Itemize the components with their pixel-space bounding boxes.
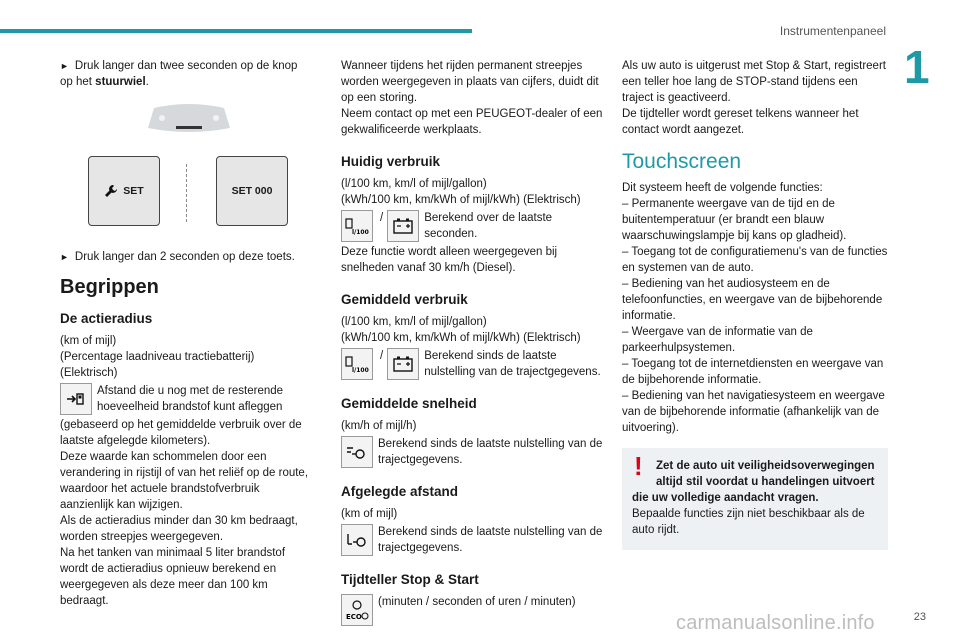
section-heading-begrippen: Begrippen (60, 276, 159, 298)
battery-icon (387, 210, 419, 242)
range-icon-row (60, 383, 312, 415)
range-description: Afstand die u nog met de resterende hoeveelheid brandstof kunt afleggen (97, 385, 284, 413)
svg-text:l/100: l/100 (352, 229, 369, 236)
avg-icon-row (341, 348, 607, 380)
stop-start-reset-text: De tijdteller wordt gereset telkens wanneer het contact wordt aangezet. (622, 108, 859, 136)
current-units-2: (kWh/100 km, km/kWh of mijl/kWh) (Elektrisch) (341, 194, 581, 206)
stop-start-text: Als uw auto is uitgerust met Stop & Start, registreert een teller hoe lang de STOP-stand tijdens een traject is geactiveerd. (622, 60, 886, 104)
step-1: ► Druk langer dan twee seconden op de knop op het stuurwiel. (60, 58, 312, 90)
warning-text: Bepaalde functies zijn niet beschikbaar als de auto rijdt. (632, 508, 865, 536)
current-note: Deze functie wordt alleen weergegeven bij snelheden vanaf 30 km/h (Diesel). (341, 246, 558, 274)
list-item: – Bediening van het audiosysteem en de telefoonfuncties, en weergave van de bijbehorende informatie. (622, 278, 883, 322)
current-description: Berekend over de laatste seconden. (424, 212, 553, 240)
current-units-1: (l/100 km, km/l of mijl/gallon) (341, 178, 487, 190)
wheel-set-button-left: SET (88, 156, 160, 226)
step-2: ► Druk langer dan 2 seconden op deze toets. (60, 249, 312, 265)
header-accent-bar (0, 29, 472, 33)
avg-description: Berekend sinds de laatste nulstelling van de trajectgegevens. (424, 350, 601, 378)
wrench-icon (104, 184, 118, 198)
steering-wheel-figure (60, 104, 312, 239)
wheel-set-button-right: SET 000 (216, 156, 288, 226)
speed-icon-row (341, 436, 607, 468)
column-1 (60, 58, 312, 609)
warning-icon: ! (634, 451, 643, 481)
distance-description: Berekend sinds de laatste nulstelling van de trajectgegevens. (378, 526, 603, 554)
svg-text:l/100: l/100 (352, 367, 369, 374)
average-speed-icon (341, 436, 373, 468)
column-2 (341, 58, 607, 628)
svg-text:ECO: ECO (346, 613, 362, 621)
touchscreen-title: Touchscreen (622, 150, 742, 173)
distance-units: (km of mijl) (341, 508, 398, 520)
list-item: – Toegang tot de internetdiensten en weergave van de bijbehorende informatie. (622, 358, 884, 386)
avg-units-1: (l/100 km, km/l of mijl/gallon) (341, 316, 487, 328)
current-icon-row (341, 210, 607, 242)
step-1-bold: stuurwiel (95, 76, 146, 88)
range-title: De actieradius (60, 311, 153, 326)
watermark: carmanualsonline.info (676, 612, 875, 634)
list-item: – Toegang tot de configuratiemenu's van de functies en systemen van de auto. (622, 246, 888, 274)
dealer-text: Neem contact op met een PEUGEOT-dealer of een gekwalificeerde werkplaats. (341, 108, 603, 136)
battery-icon (387, 348, 419, 380)
avg-consumption-title: Gemiddeld verbruik (341, 292, 468, 307)
stop-start-timer-icon (341, 594, 373, 626)
column-3 (622, 58, 888, 550)
range-fuel-icon (60, 383, 92, 415)
stop-start-icon-row (341, 594, 607, 626)
fuel-consumption-icon (341, 348, 373, 380)
touchscreen-intro: Dit systeem heeft de volgende functies: (622, 182, 823, 194)
range-text-4: Als de actieradius minder dan 30 km bedraagt, worden streepjes weergegeven. (60, 515, 298, 543)
page-header-title: Instrumentenpaneel (779, 24, 886, 38)
slash-separator: / (380, 350, 384, 362)
warning-bold-text: Zet de auto uit veiligheidsoverwegingen altijd stil voordat u handelingen uitvoert (656, 460, 875, 488)
current-consumption-title: Huidig verbruik (341, 154, 441, 169)
range-text-3: Deze waarde kan schommelen door een verandering in rijstijl of van het reliëf op de route, waardoor het actuele brandstofverbruik aanzienlijk kan wijzigen. (60, 451, 309, 511)
chapter-number: 1 (904, 41, 930, 93)
speed-units: (km/h of mijl/h) (341, 420, 417, 432)
list-item: – Bediening van het navigatiesysteem en weergave van de bijbehorende informatie (afhankelijk van de uitvoering). (622, 390, 885, 434)
range-text-2: (gebaseerd op het gemiddelde verbruik over de laatste afgelegde kilometers). (60, 419, 302, 447)
range-units: (km of mijl) (60, 335, 117, 347)
range-units-electric: (Percentage laadniveau tractiebatterij) (Elektrisch) (60, 351, 255, 379)
stop-start-description: (minuten / seconden of uren / minuten) (378, 596, 576, 608)
figure-divider (186, 164, 187, 222)
range-text-5: Na het tanken van minimaal 5 liter brandstof wordt de actieradius opnieuw berekend en weergegeven als deze meer dan 100 km bedraagt. (60, 547, 286, 607)
fault-text: Wanneer tijdens het rijden permanent streepjes worden weergegeven in plaats van cijfers, duidt dit op een storing. (341, 60, 599, 104)
slash-separator: / (380, 212, 384, 224)
list-item: – Permanente weergave van de tijd en de buitentemperatuur (er brandt een blauw waarschuwingslampje bij kans op gladheid). (622, 198, 847, 242)
page-number: 23 (913, 611, 926, 623)
steering-wheel-illustration (146, 104, 232, 134)
stop-start-title: Tijdteller Stop & Start (341, 572, 479, 587)
warning-bold-text-cont: die uw volledige aandacht vragen. (632, 492, 819, 504)
avg-units-2: (kWh/100 km, km/kWh of mijl/kWh) (Elektrisch) (341, 332, 581, 344)
warning-box (622, 448, 888, 550)
avg-speed-title: Gemiddelde snelheid (341, 396, 477, 411)
distance-icon-row (341, 524, 607, 556)
speed-description: Berekend sinds de laatste nulstelling van de trajectgegevens. (378, 438, 603, 466)
distance-icon (341, 524, 373, 556)
distance-title: Afgelegde afstand (341, 484, 459, 499)
list-item: – Weergave van de informatie van de parkeerhulpsystemen. (622, 326, 813, 354)
fuel-consumption-icon (341, 210, 373, 242)
